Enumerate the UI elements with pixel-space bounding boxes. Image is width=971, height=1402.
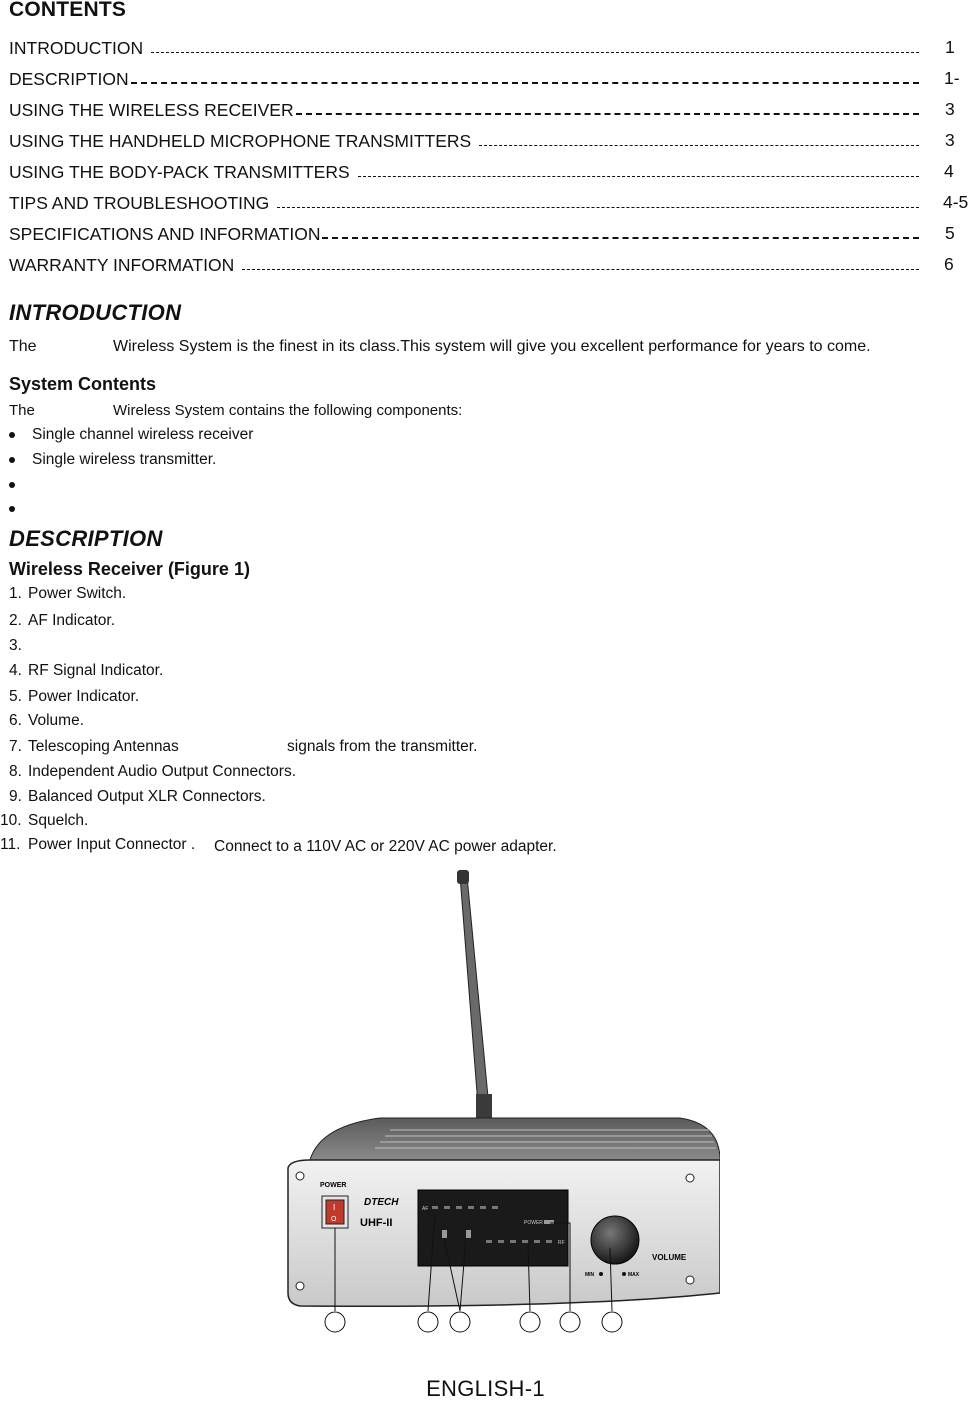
page-footer: ENGLISH-1 (426, 1376, 545, 1401)
intro-text: Wireless System is the finest in its class.This system will give you excellent performance for years to come. (113, 338, 871, 355)
toc-title: USING THE WIRELESS RECEIVER (9, 100, 294, 120)
indicator-panel (418, 1190, 568, 1266)
max-label: MAX (628, 1272, 640, 1278)
intro-text-start: The (9, 338, 37, 355)
component-item: Single channel wireless receiver (32, 426, 254, 443)
af-label: AF (422, 1206, 429, 1212)
receiver-top-panel (310, 1118, 720, 1160)
description-item-text: Balanced Output XLR Connectors. (28, 788, 266, 805)
toc-row (9, 129, 921, 151)
toc-leader (131, 82, 919, 84)
toc-leader (296, 113, 919, 115)
toc-page-number: 1 (945, 37, 955, 57)
toc-row (9, 160, 921, 182)
toc-leader (322, 237, 919, 239)
description-item-text: Telescoping Antennas (28, 738, 179, 755)
system-contents-text: Wireless System contains the following components: (113, 402, 463, 419)
power-label: POWER (320, 1182, 347, 1189)
wireless-receiver-subheading: Wireless Receiver (Figure 1) (9, 559, 250, 579)
switch-off-mark: O (331, 1216, 337, 1223)
contents-heading: CONTENTS (9, 0, 127, 21)
description-item-text: Independent Audio Output Connectors. (28, 763, 297, 780)
toc-row (9, 253, 921, 275)
description-item-number: 2. (9, 612, 22, 629)
toc-title: USING THE HANDHELD MICROPHONE TRANSMITTERS (9, 131, 472, 151)
rf-label: RF (558, 1240, 565, 1246)
introduction-heading: INTRODUCTION (9, 300, 182, 325)
component-item: Single wireless transmitter. (32, 451, 217, 468)
toc-title: DESCRIPTION (9, 69, 129, 89)
description-item-number: 5. (9, 688, 22, 705)
description-item-text: Volume. (28, 712, 85, 729)
toc-leader (242, 269, 919, 270)
toc-leader (479, 145, 919, 146)
description-item-number: 7. (9, 738, 22, 755)
description-item-detail: Connect to a 110V AC or 220V AC power adapter. (214, 838, 557, 855)
toc-page-number: 3 (945, 130, 955, 150)
description-item-text: RF Signal Indicator. (28, 662, 164, 679)
description-item-number: 1. (9, 585, 22, 602)
description-item-number: 11. (0, 836, 21, 853)
volume-label: VOLUME (652, 1253, 687, 1262)
toc-row (9, 98, 921, 120)
screw-icon (296, 1172, 304, 1180)
description-item-number: 6. (9, 712, 22, 729)
switch-on-mark: I (333, 1203, 336, 1212)
left-antenna (457, 870, 492, 1122)
min-label: MIN (585, 1272, 595, 1278)
description-item-number: 4. (9, 662, 22, 679)
bullet-icon (9, 457, 15, 463)
toc-leader (358, 176, 919, 177)
toc-page-number: 3 (945, 99, 955, 119)
description-item-text: AF Indicator. (28, 612, 116, 629)
description-item-text: Squelch. (28, 812, 89, 829)
description-item-text: Power Input Connector . (28, 836, 196, 853)
panel-power-label: POWER (524, 1220, 543, 1226)
volume-knob[interactable] (591, 1216, 639, 1264)
description-item-number: 9. (9, 788, 22, 805)
toc-title: INTRODUCTION (9, 38, 144, 58)
toc-page-number: 4-5 (943, 192, 969, 212)
toc-leader (151, 52, 919, 53)
toc-row (9, 191, 921, 213)
description-heading: DESCRIPTION (9, 526, 163, 551)
description-item-text: Power Switch. (28, 585, 127, 602)
toc-title: WARRANTY INFORMATION (9, 255, 235, 275)
model-logo: UHF-II (360, 1217, 393, 1229)
toc-page-number: 1- (944, 68, 960, 88)
brand-logo: DTECH (364, 1197, 399, 1208)
description-item-number: 10. (0, 812, 22, 829)
description-item-text: Power Indicator. (28, 688, 140, 705)
toc-row (9, 67, 921, 89)
toc-page-number: 5 (945, 223, 955, 243)
description-item-detail: signals from the transmitter. (287, 738, 478, 755)
screw-icon (686, 1276, 694, 1284)
bullet-icon (9, 506, 15, 512)
toc-leader (277, 207, 919, 208)
description-item-number: 3. (9, 637, 22, 654)
bullet-icon (9, 432, 15, 438)
callout-circles (325, 1312, 622, 1332)
description-item-number: 8. (9, 763, 22, 780)
system-contents-text-start: The (9, 402, 35, 419)
system-contents-heading: System Contents (9, 374, 157, 394)
screw-icon (686, 1174, 694, 1182)
toc-title: SPECIFICATIONS AND INFORMATION (9, 224, 321, 244)
toc-page-number: 6 (944, 254, 954, 274)
screw-icon (296, 1282, 304, 1290)
toc-title: TIPS AND TROUBLESHOOTING (9, 193, 270, 213)
toc-row (9, 222, 921, 244)
toc-title: USING THE BODY-PACK TRANSMITTERS (9, 162, 350, 182)
bullet-icon (9, 482, 15, 488)
toc-page-number: 4 (944, 161, 954, 181)
wireless-receiver-figure (280, 868, 720, 1338)
toc-row (9, 36, 921, 58)
